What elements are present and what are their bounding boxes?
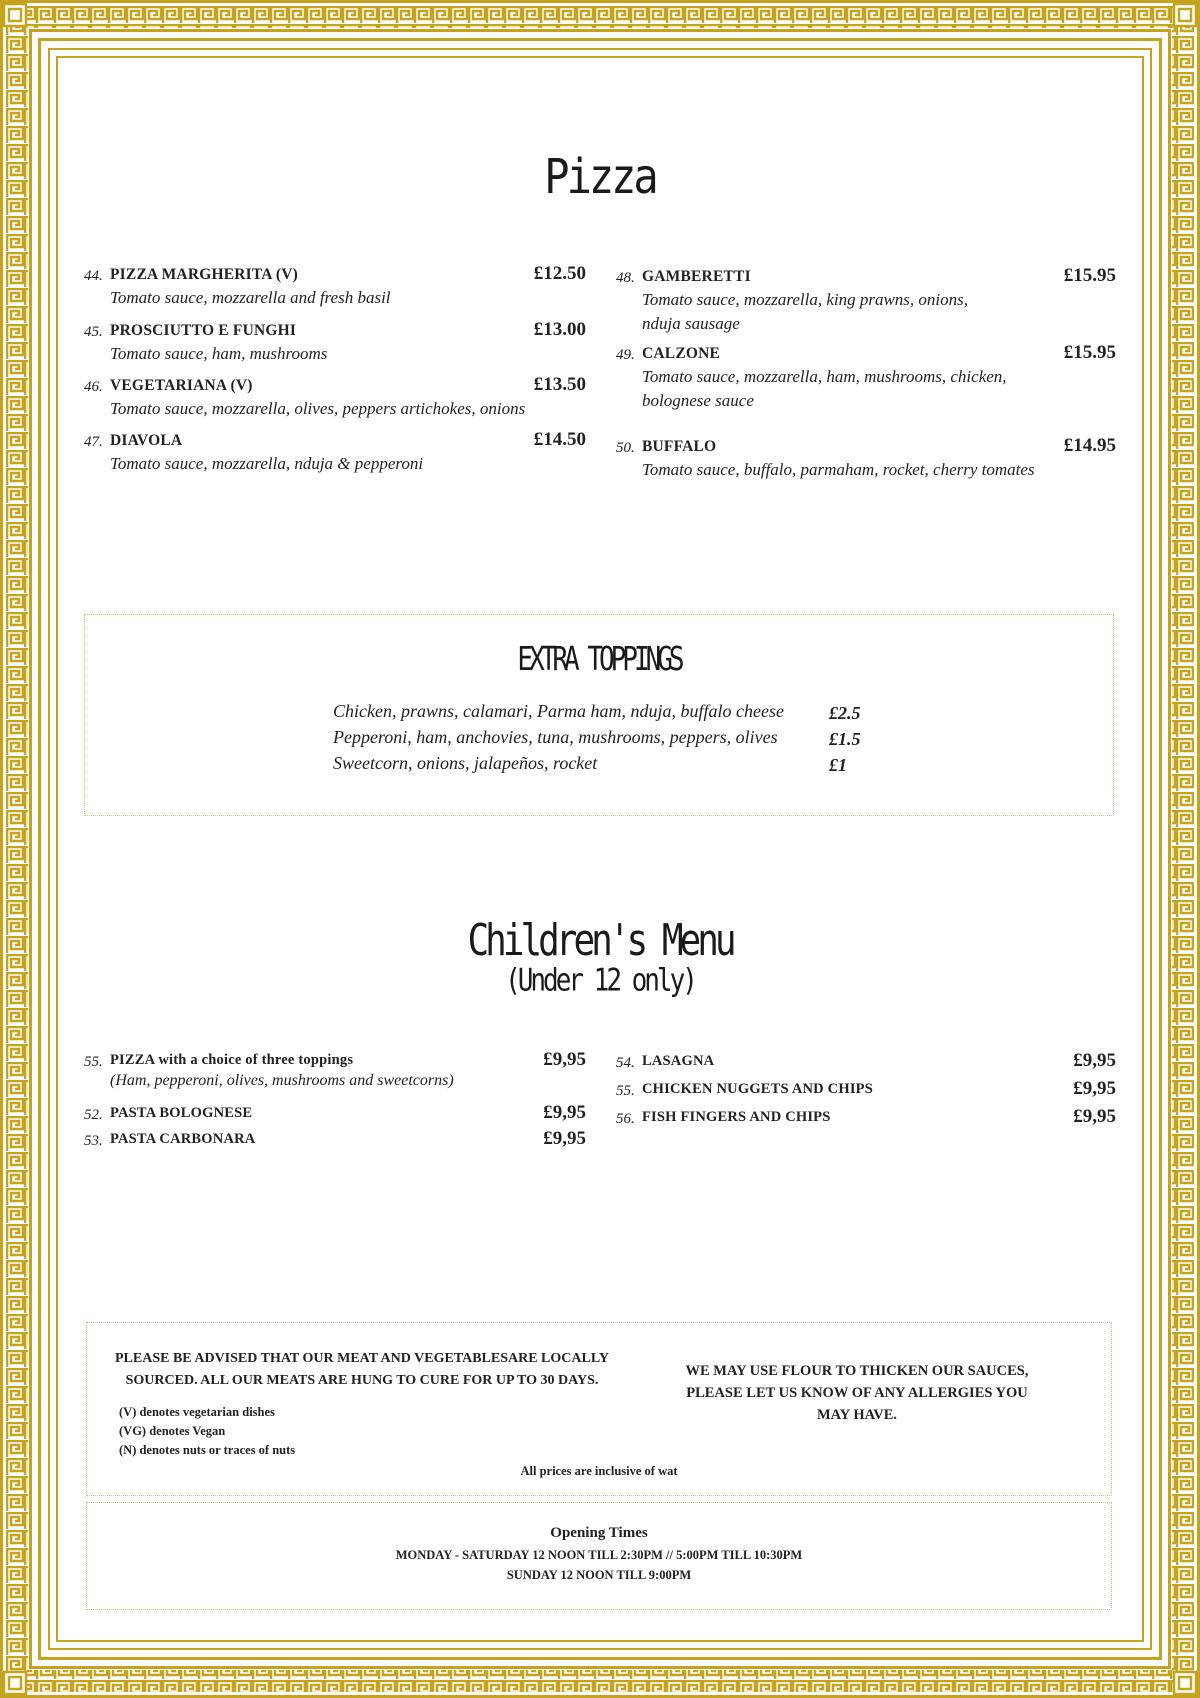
sourcing-notice: [107, 1348, 617, 1392]
item-name: PASTA BOLOGNESE: [110, 1105, 253, 1121]
notice-box: [86, 1322, 1112, 1496]
item-name: DIAVOLA: [110, 432, 183, 449]
topping-row: [333, 727, 873, 753]
item-name: VEGETARIANA (V): [110, 377, 253, 394]
topping-price: £1: [829, 755, 847, 775]
item-number: 49.: [616, 347, 635, 363]
item-description: Tomato sauce, mozzarella and fresh basil: [110, 288, 391, 307]
notice-line: WE MAY USE FLOUR TO THICKEN OUR SAUCES,: [685, 1363, 1029, 1379]
item-description: Tomato sauce, mozzarella, ham, mushrooms, chicken,: [642, 367, 1007, 386]
opening-times-title: Opening Times: [550, 1525, 648, 1541]
item-name: CALZONE: [642, 345, 721, 362]
menu-content: [84, 60, 1116, 1638]
allergy-notice: [657, 1360, 1057, 1426]
item-price: £13.00: [533, 319, 586, 340]
item-price: £9,95: [1073, 1050, 1116, 1071]
item-price: £9,95: [1073, 1078, 1116, 1099]
notice-line: PLEASE LET US KNOW OF ANY ALLERGIES YOU: [686, 1385, 1028, 1401]
item-price: £14.95: [1063, 435, 1116, 456]
notice-line: MAY HAVE.: [816, 1407, 898, 1423]
menu-item: [84, 263, 586, 316]
item-number: 56.: [616, 1111, 635, 1127]
menu-item: [84, 319, 586, 372]
menu-item: [616, 265, 1116, 340]
item-price: £9,95: [543, 1128, 586, 1149]
item-number: 48.: [616, 270, 635, 286]
item-description: Tomato sauce, mozzarella, olives, peppers artichokes, onions: [110, 399, 526, 418]
opening-times-box: [86, 1502, 1112, 1610]
childrens-menu-title: Children's Menu: [467, 916, 733, 966]
item-description: bolognese sauce: [642, 391, 754, 410]
item-description: nduja sausage: [642, 314, 740, 333]
item-name: FISH FINGERS AND CHIPS: [642, 1109, 831, 1125]
item-description: Tomato sauce, buffalo, parmaham, rocket, cherry tomates: [642, 460, 1035, 479]
extra-toppings-title: EXTRA TOPPINGS: [517, 641, 681, 679]
item-name: PROSCIUTTO E FUNGHI: [110, 322, 297, 339]
opening-hours-weekdays: MONDAY - SATURDAY 12 NOON TILL 2:30PM // 5:00PM TILL 10:30PM: [395, 1548, 803, 1562]
menu-item: [616, 342, 1116, 417]
item-number: 45.: [84, 324, 103, 340]
item-price: £9,95: [543, 1049, 586, 1070]
item-name: PIZZA MARGHERITA (V): [110, 266, 299, 283]
item-name: GAMBERETTI: [642, 268, 751, 285]
menu-item: [84, 374, 586, 427]
item-number: 52.: [84, 1107, 103, 1123]
topping-list: Sweetcorn, onions, jalapeños, rocket: [333, 753, 598, 773]
item-name: PIZZA with a choice of three toppings: [110, 1052, 354, 1068]
topping-price: £2.5: [829, 703, 861, 723]
item-number: 50.: [616, 440, 635, 456]
item-price: £15.95: [1063, 342, 1116, 363]
opening-hours-sunday: SUNDAY 12 NOON TILL 9:00PM: [506, 1568, 692, 1582]
item-description: Tomato sauce, ham, mushrooms: [110, 344, 328, 363]
item-price: £13.50: [533, 374, 586, 395]
item-number: 46.: [84, 379, 103, 395]
menu-item: [616, 1078, 1116, 1103]
dietary-legend: [119, 1403, 295, 1460]
item-description: (Ham, pepperoni, olives, mushrooms and sweetcorns): [110, 1072, 454, 1089]
pizza-title: Pizza: [544, 148, 656, 205]
menu-item: [616, 1106, 1116, 1131]
legend-vegan: (VG) denotes Vegan: [119, 1424, 226, 1438]
item-description: Tomato sauce, mozzarella, king prawns, onions,: [642, 290, 969, 309]
item-name: CHICKEN NUGGETS AND CHIPS: [642, 1081, 873, 1097]
item-name: BUFFALO: [642, 438, 717, 455]
notice-line: PLEASE BE ADVISED THAT OUR MEAT AND VEGETABLESARE LOCALLY: [114, 1351, 610, 1366]
menu-item: [84, 1102, 586, 1127]
childrens-menu-subtitle: (Under 12 only): [505, 963, 695, 999]
legend-vegetarian: (V) denotes vegetarian dishes: [119, 1405, 275, 1419]
item-number: 54.: [616, 1055, 635, 1071]
item-description: Tomato sauce, mozzarella, nduja & pepperoni: [110, 454, 424, 473]
item-price: £15.95: [1063, 265, 1116, 286]
item-number: 55.: [616, 1083, 635, 1099]
item-price: £9,95: [543, 1102, 586, 1123]
topping-list: Pepperoni, ham, anchovies, tuna, mushrooms, peppers, olives: [333, 727, 778, 747]
topping-row: [333, 701, 873, 727]
item-name: LASAGNA: [642, 1053, 715, 1069]
topping-price: £1.5: [829, 729, 861, 749]
legend-nuts: (N) denotes nuts or traces of nuts: [119, 1443, 296, 1457]
item-number: 53.: [84, 1133, 103, 1149]
item-price: £12.50: [533, 263, 586, 284]
item-number: 55.: [84, 1054, 103, 1070]
menu-item: [616, 435, 1116, 488]
topping-row: [333, 753, 873, 779]
menu-item: [84, 429, 586, 482]
extra-toppings-box: [84, 614, 1114, 816]
topping-list: Chicken, prawns, calamari, Parma ham, nduja, buffalo cheese: [333, 701, 784, 721]
item-number: 47.: [84, 434, 103, 450]
item-price: £14.50: [533, 429, 586, 450]
menu-item: [616, 1050, 1116, 1075]
vat-notice: All prices are inclusive of wat: [520, 1464, 678, 1478]
menu-item: [84, 1049, 586, 1096]
item-number: 44.: [84, 268, 103, 284]
menu-item: [84, 1128, 586, 1153]
item-price: £9,95: [1073, 1106, 1116, 1127]
item-name: PASTA CARBONARA: [110, 1131, 256, 1147]
notice-line: SOURCED. ALL OUR MEATS ARE HUNG TO CURE FOR UP TO 30 DAYS.: [125, 1373, 599, 1388]
